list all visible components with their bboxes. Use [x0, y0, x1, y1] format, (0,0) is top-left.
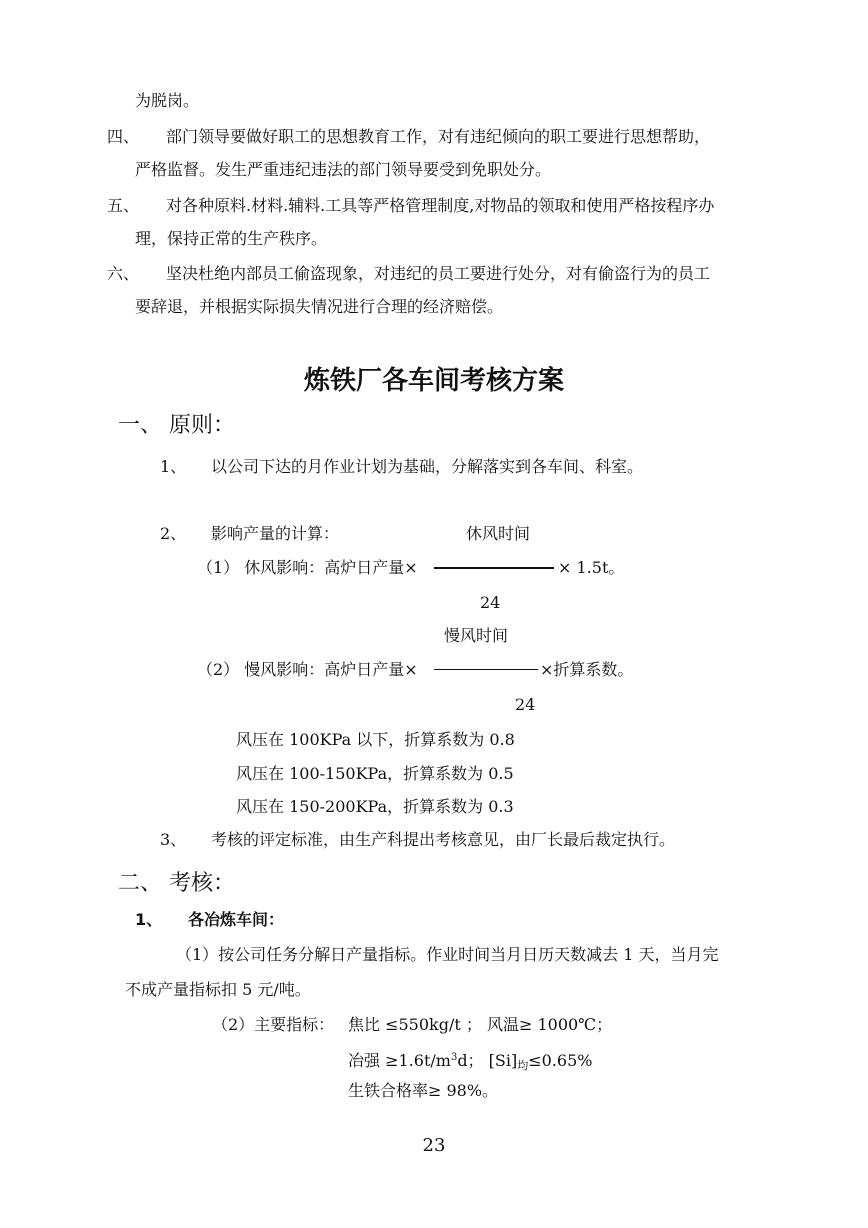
indicator-line-1: 焦比 ≤550kg/t ； 风温≥ 1000℃； — [348, 1015, 613, 1034]
list-continuation: 为脱岗。 — [135, 91, 200, 110]
pressure-rule-1: 风压在 100KPa 以下，折算系数为 0.8 — [236, 730, 515, 749]
formula-2-tail: ×折算系数。 — [540, 660, 634, 679]
formula-2-denominator: 24 — [515, 695, 536, 714]
formula-2-fraction-bar — [434, 669, 538, 670]
principle-3-text: 考核的评定标准，由生产科提出考核意见，由厂长最后裁定执行。 — [211, 830, 676, 849]
indicators-label: （2）主要指标： — [212, 1015, 335, 1034]
indicator-2-superscript: 3 — [450, 1052, 458, 1063]
indicator-line-3: 生铁合格率≥ 98%。 — [348, 1081, 499, 1100]
list-item-5-line1: 对各种原料.材料.辅料.工具等严格管理制度,对物品的领取和使用严格按程序办 — [166, 196, 715, 215]
formula-1-numerator: 休风时间 — [466, 524, 531, 543]
formula-1-denominator: 24 — [480, 593, 501, 612]
list-item-6-line1: 坚决杜绝内部员工偷盗现象，对违纪的员工要进行处分，对有偷盗行为的员工 — [166, 264, 711, 283]
formula-1-label: （1） 休风影响：高炉日产量× — [197, 558, 418, 577]
list-number-6: 六、 — [107, 264, 140, 283]
assessment-para-1-line2: 不成产量指标扣 5 元/吨。 — [125, 980, 311, 999]
indicator-2-part-a: 冶强 ≥1.6t/m — [348, 1051, 451, 1070]
formula-2-numerator: 慢风时间 — [444, 626, 509, 645]
section-2-heading: 二、 考核： — [118, 871, 235, 896]
indicator-line-2 — [348, 1048, 592, 1076]
subsection-1-title: 各冶炼车间： — [188, 910, 285, 929]
formula-1-tail: × 1.5t。 — [558, 558, 625, 577]
principle-1-text: 以公司下达的月作业计划为基础，分解落实到各车间、科室。 — [211, 457, 644, 476]
formula-2-label: （2） 慢风影响：高炉日产量× — [197, 660, 418, 679]
page-number: 23 — [422, 1135, 446, 1156]
document-title: 炼铁厂各车间考核方案 — [303, 366, 564, 396]
section-1-heading: 一、 原则： — [118, 413, 235, 438]
pressure-rule-2: 风压在 100-150KPa，折算系数为 0.5 — [236, 764, 514, 783]
indicator-2-part-c: ≤0.65% — [528, 1051, 593, 1070]
list-number-4: 四、 — [107, 127, 140, 146]
principle-1-number: 1、 — [160, 457, 187, 476]
list-item-4-line2: 严格监督。发生严重违纪违法的部门领导要受到免职处分。 — [135, 160, 552, 179]
formula-1-fraction-bar — [434, 567, 554, 569]
indicator-2-subscript: 均 — [517, 1059, 529, 1072]
principle-2-text: 影响产量的计算： — [211, 524, 340, 543]
list-number-5: 五、 — [107, 196, 140, 215]
list-item-5-line2: 理，保持正常的生产秩序。 — [135, 229, 328, 248]
principle-2-number: 2、 — [160, 524, 187, 543]
indicator-2-part-b: d； [Si] — [457, 1051, 518, 1070]
list-item-4-line1: 部门领导要做好职工的思想教育工作，对有违纪倾向的职工要进行思想帮助， — [166, 127, 711, 146]
subsection-1-number: 1、 — [135, 910, 163, 929]
assessment-para-1-line1: （1）按公司任务分解日产量指标。作业时间当月日历天数减去 1 天，当月完 — [176, 945, 719, 964]
principle-3-number: 3、 — [160, 830, 187, 849]
pressure-rule-3: 风压在 150-200KPa，折算系数为 0.3 — [236, 797, 514, 816]
list-item-6-line2: 要辞退，并根据实际损失情况进行合理的经济赔偿。 — [135, 297, 504, 316]
